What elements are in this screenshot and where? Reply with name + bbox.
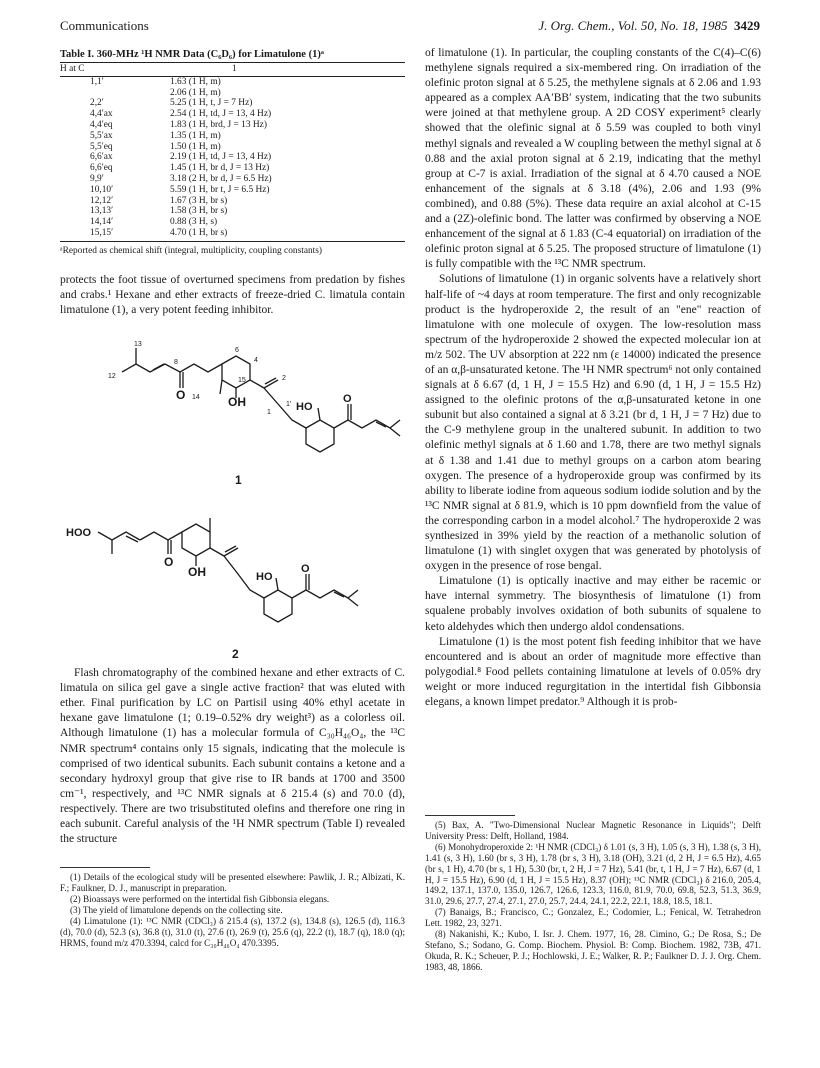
table-row (60, 196, 405, 207)
table-row (60, 131, 405, 142)
table-row (60, 228, 405, 241)
ketone-oxygen-label-2: O (301, 563, 310, 576)
table-footnote: ᵃReported as chemical shift (integral, multiplicity, coupling constants) (60, 245, 323, 256)
compound-label-1: 1 (235, 473, 242, 488)
left-column (60, 48, 405, 949)
table-cell-position: 15,15′ (60, 228, 170, 241)
table-cell-position: 10,10′ (90, 184, 114, 195)
footnote-rule-right (425, 815, 515, 816)
structure-1-figure (60, 324, 405, 494)
compound-label-2: 2 (232, 647, 239, 662)
atom-label-13: 13 (134, 341, 142, 349)
hydroxyl-label-2: HO (256, 571, 273, 584)
footnote: (6) Monohydroperoxide 2: ¹H NMR (CDCl₃) δ 1.01 (s, 3 H), 1.05 (s, 3 H), 1.38 (s, 3 H), 1.41 (s, 3 H), 1.60 (br s, 3 H), 1.78 (br s, 3 H), 3.18 (OH), 3.21 (d, 2 H, J = 6.5 Hz), 4.65 (br s, 1 H), 4.70 (br s, 1 H), 5.30 (br, t, 2 H, J = 7 Hz), 5.41 (br, t, 1 H, J = 7 Hz), 6.67 (d, 1 H, J = 15.5 Hz), 6.90 (d, 1 H, J = 15.5 Hz), 8.37 (OH); ¹³C NMR (CDCl₃) δ 216.0, 205.4, 149.2, 137.1, 137.0, 135.0, 126.7, 126.6, 123.3, 116.0, 81.9, 70.0, 69.8, 52.3, 51.3, 36.9, 31.0, 29.6, 27.7, 27.4, 27.1, 27.0, 25.7, 24.4, 24.1, 22.2, 22.1, 18.8, 18.5, 18.1. (425, 841, 761, 907)
table-cell-position: 4,4′eq (90, 119, 113, 130)
atom-label-12: 12 (108, 373, 116, 381)
section-name: Communications (60, 18, 149, 33)
atom-label-oh: OH (228, 395, 246, 410)
atom-label-15: 15 (238, 377, 246, 385)
table-cell-position: 6,6′ax (90, 152, 113, 163)
table-header-h: H at C (60, 63, 170, 77)
footnotes-left (60, 872, 405, 948)
footnote: (7) Banaigs, B.; Francisco, C.; Gonzalez, E.; Codomier, L.; Fenical, W. Tetrahedron Lett. 1982, 23, 3271. (425, 907, 761, 929)
table-cell-position: 1,1′ (90, 76, 104, 87)
nmr-table-body (60, 76, 405, 241)
footnotes-right-block (425, 815, 761, 973)
table-cell-shift: 5.25 (1 H, t, J = 7 Hz) (170, 98, 253, 109)
table-cell-position (60, 88, 170, 99)
page-number: 3429 (734, 18, 760, 33)
footnote: (1) Details of the ecological study will be presented elsewhere: Pawlik, J. R.; Albizati, K. F.; Faulkner, D. J., manuscript in preparation. (60, 872, 405, 894)
table-cell-shift: 1.83 (1 H, brd, J = 13 Hz) (170, 119, 267, 130)
table-row (60, 98, 405, 109)
footnotes-right (425, 820, 761, 973)
table-cell-position: 13,13′ (90, 206, 114, 217)
table-cell-shift: 1.67 (3 H, br s) (170, 195, 228, 206)
structure-1-svg (60, 324, 405, 494)
atom-label-1prime: 1′ (286, 401, 292, 409)
nmr-table (60, 62, 405, 242)
atom-label-oxygen: O (176, 388, 186, 403)
table-cell-shift: 2.06 (1 H, m) (170, 87, 221, 98)
table-cell-shift: 2.54 (1 H, td, J = 13, 4 Hz) (170, 109, 272, 120)
atom-label-1: 1 (267, 409, 271, 417)
table-row (60, 142, 405, 153)
table-cell-shift: 0.88 (3 H, s) (170, 217, 218, 228)
table-header-1: 1 (170, 63, 405, 77)
table-cell-position: 4,4′ax (90, 109, 113, 120)
table-row (60, 152, 405, 163)
table-cell-position: 6,6′eq (90, 163, 113, 174)
table-cell-shift: 4.70 (1 H, br s) (170, 228, 405, 241)
table-cell-shift: 5.59 (1 H, br t, J = 6.5 Hz) (170, 184, 270, 195)
table-cell-position: 14,14′ (90, 217, 114, 228)
footnote-rule-left (60, 867, 150, 868)
table-row (60, 174, 405, 185)
table-row (60, 217, 405, 228)
structure-2-figure (60, 494, 405, 666)
atom-label-4: 4 (254, 357, 258, 365)
table-cell-position: 9,9′ (90, 173, 104, 184)
footnote: (5) Bax, A. "Two-Dimensional Nuclear Magnetic Resonance in Liquids"; Delft University Press: Delft, Holland, 1984. (425, 820, 761, 841)
paragraph-right-1: of limatulone (1). In particular, the coupling constants of the C(4)–C(6) methylene signals required a six-membered ring. On irradiation of the olefinic proton signal at δ 5.25, the methylene signals at δ 2.06 and 1.93 appeared as a complex AA′BB′ system, indicating that the two subunits were joined at that methylene group. A 2D COSY experiment⁵ clearly showed that the olefinic signal at δ 5.59 was coupled to both vinyl methyl signals and revealed a W coupling between the methyl signal at δ 0.88 and the axial proton signal at δ 2.19, indicating that the methyl group at C-7 is axial. Irradiation of the signal at δ 4.70 caused a NOE enhancement of the signals at δ 3.18 (4%), 2.06 and 1.93 (9% combined), and 0.88 (5%). These data require an axial alcohol at C-15 and a (2Z)-olefinic bond. The latter was confirmed by observing a NOE enhancement of the signal at δ 1.83 (C-4 equatorial) on irradiation of the olefinic proton signal at δ 5.25. The proposed structure of limatulone (1) is fully compatible with the ¹³C NMR spectrum. (425, 47, 761, 271)
paragraph-right-4: Limatulone (1) is the most potent fish feeding inhibitor that we have encountered and is about an order of magnitude more effective than polygodial.⁸ Food pellets containing limatulone at levels of 0.05% dry weight or more induced regurgitation in the intertidal fish Gibbonsia elegans, a known limpet predator.⁹ Although it is prob- (425, 635, 761, 709)
footnote: (3) The yield of limatulone depends on the collecting site. (70, 904, 283, 915)
running-header (60, 18, 760, 32)
table-title: Table I. 360-MHz ¹H NMR Data (C₆D₆) for Limatulone (1)ᵃ (60, 49, 324, 60)
paragraph-right-2: Solutions of limatulone (1) in organic solvents have a relatively short half-life of ~4 days at room temperature. The first and only recognizable product is the hydroperoxide 2, the result of an "ene" reaction of limatulone with one molecule of oxygen. The low-resolution mass spectrum of the hydroperoxide 2 showed the expected molecular ion at m/z 502. The UV absorption at 222 nm (ε 14000) indicated the presence of an α,β-unsaturated ketone. The ¹H NMR spectrum⁶ not only contained signals at δ 6.67 (d, 1 H, J = 15.5 Hz) and 6.90 (d, 1 H, J = 15.5 Hz) assigned to the olefinic protons of the α,β-unsaturated ketone in one subunit but also contained a signal at δ 3.21 (br d, 1 H, J = 7 Hz) due to the C-9 methylene group in the unaltered subunit. In addition to two olefinic methyl signals at δ 1.60 and 1.78, there are two methyl signals at δ 1.38 and 1.41 due to methyl groups on a carbon atom bearing oxygen. The presence of a hydroperoxide group was confirmed by its ability to liberate iodine from aqueous sodium iodide solution and by the ¹³C NMR signal at δ 81.9, which is 10 ppm downfield from the value of the corresponding carbon in a model alcohol.⁷ The hydroperoxide 2 was synthesized in 39% yield by the reaction of a methanolic solution of limatulone (1) with singlet oxygen that was generated by photolysis of oxygen in the presence of rose bengal. (425, 273, 761, 573)
atom-label-2: 2 (282, 375, 286, 383)
hydroperoxide-label: HOO (66, 527, 92, 540)
table-row (60, 109, 405, 120)
atom-label-14: 14 (192, 394, 200, 402)
table-cell-position: 5,5′eq (90, 141, 113, 152)
table-cell-shift: 1.50 (1 H, m) (170, 141, 221, 152)
atom-label-oxygen-2: O (343, 393, 352, 406)
structure-2-svg (60, 494, 405, 666)
paragraph-right-3: Limatulone (1) is optically inactive and may either be racemic or have internal symmetry. The biosynthesis of limatulone (1) from squalene probably involves oxidation of both subunits of squalene to keto aldehydes which then undergo aldol condensations. (425, 575, 761, 633)
table-cell-position: 2,2′ (90, 98, 104, 109)
table-cell-position: 12,12′ (90, 195, 114, 206)
atom-label-6: 6 (235, 347, 239, 355)
paragraph-left-2: Flash chromatography of the combined hexane and ether extracts of C. limatula on silica gel gave a single active fraction² that was eluted with ether. Final purification by LC on Partisil using 40% ethyl acetate in hexane gave limatulone (1; 0.19–0.52% dry weight³) as a colorless oil. Although limatulone (1) has a molecular formula of C₃₀H₄₆O₄, the ¹³C NMR spectrum⁴ contains only 15 signals, indicating that the molecule is comprised of two identical subunits. Each subunit contains a ketone and a secondary hydroxyl group that give rise to IR bands at 1700 and 3500 cm⁻¹, respectively, and ¹³C NMR signals at δ 215.4 (s) and 70.0 (d), respectively. There are two trisubstituted olefins and therefore one ring in each subunit. Careful analysis of the ¹H NMR spectrum (Table I) revealed the structure (60, 667, 405, 846)
table-cell-shift: 1.35 (1 H, m) (170, 130, 221, 141)
hydroxyl-label: OH (188, 565, 206, 580)
table-cell-shift: 1.45 (1 H, br d, J = 13 Hz) (170, 163, 270, 174)
ketone-oxygen-label: O (164, 555, 174, 570)
table-cell-position: 5,5′ax (90, 130, 113, 141)
table-row (60, 76, 405, 87)
table-cell-shift: 2.19 (1 H, td, J = 13, 4 Hz) (170, 152, 272, 163)
footnote: (4) Limatulone (1): ¹³C NMR (CDCl₃) δ 215.4 (s), 137.2 (s), 134.8 (s), 126.5 (d), 116.3 (d), 70.0 (d), 52.3 (s), 36.8 (t), 31.0 (t), 27.6 (t), 26.9 (t), 25.6 (q), 22.2 (t), 18.7 (q), 18.0 (q); HRMS, found m/z 470.3394, calcd for C₃₀H₄₆O₄ 470.3395. (60, 915, 405, 948)
atom-label-ho: HO (296, 401, 313, 414)
table-row (60, 88, 405, 99)
atom-label-8: 8 (174, 359, 178, 367)
table-cell-shift: 3.18 (2 H, br d, J = 6.5 Hz) (170, 173, 272, 184)
table-cell-shift: 1.58 (3 H, br s) (170, 206, 228, 217)
footnote: (8) Nakanishi, K.; Kubo, I. Isr. J. Chem. 1977, 16, 28. Cimino, G.; De Rosa, S.; De Stefano, S.; Sodano, G. Comp. Biochem. Physiol. B: Comp. Biochem. 1982, 73B, 471. Okuda, R. K.; Scheuer, P. J.; Hochlowski, J. E.; Walker, R. P.; Faulkner D. J. J. Org. Chem. 1983, 48, 1866. (425, 929, 761, 972)
table-row (60, 185, 405, 196)
journal-citation (538, 18, 760, 34)
table-cell-shift: 1.63 (1 H, m) (170, 76, 221, 87)
right-column (425, 46, 761, 710)
paragraph-left-1: protects the foot tissue of overturned specimens from predation by fishes and crabs.¹ Hexane and ether extracts of freeze-dried C. limatula contain limatulone (1), a very potent feeding inhibitor. (60, 273, 405, 316)
table-row (60, 163, 405, 174)
footnote: (2) Bioassays were performed on the intertidal fish Gibbonsia elegans. (70, 893, 330, 904)
journal-name: J. Org. Chem., Vol. 50, No. 18, 1985 (538, 18, 728, 33)
table-row (60, 120, 405, 131)
table-row (60, 206, 405, 217)
